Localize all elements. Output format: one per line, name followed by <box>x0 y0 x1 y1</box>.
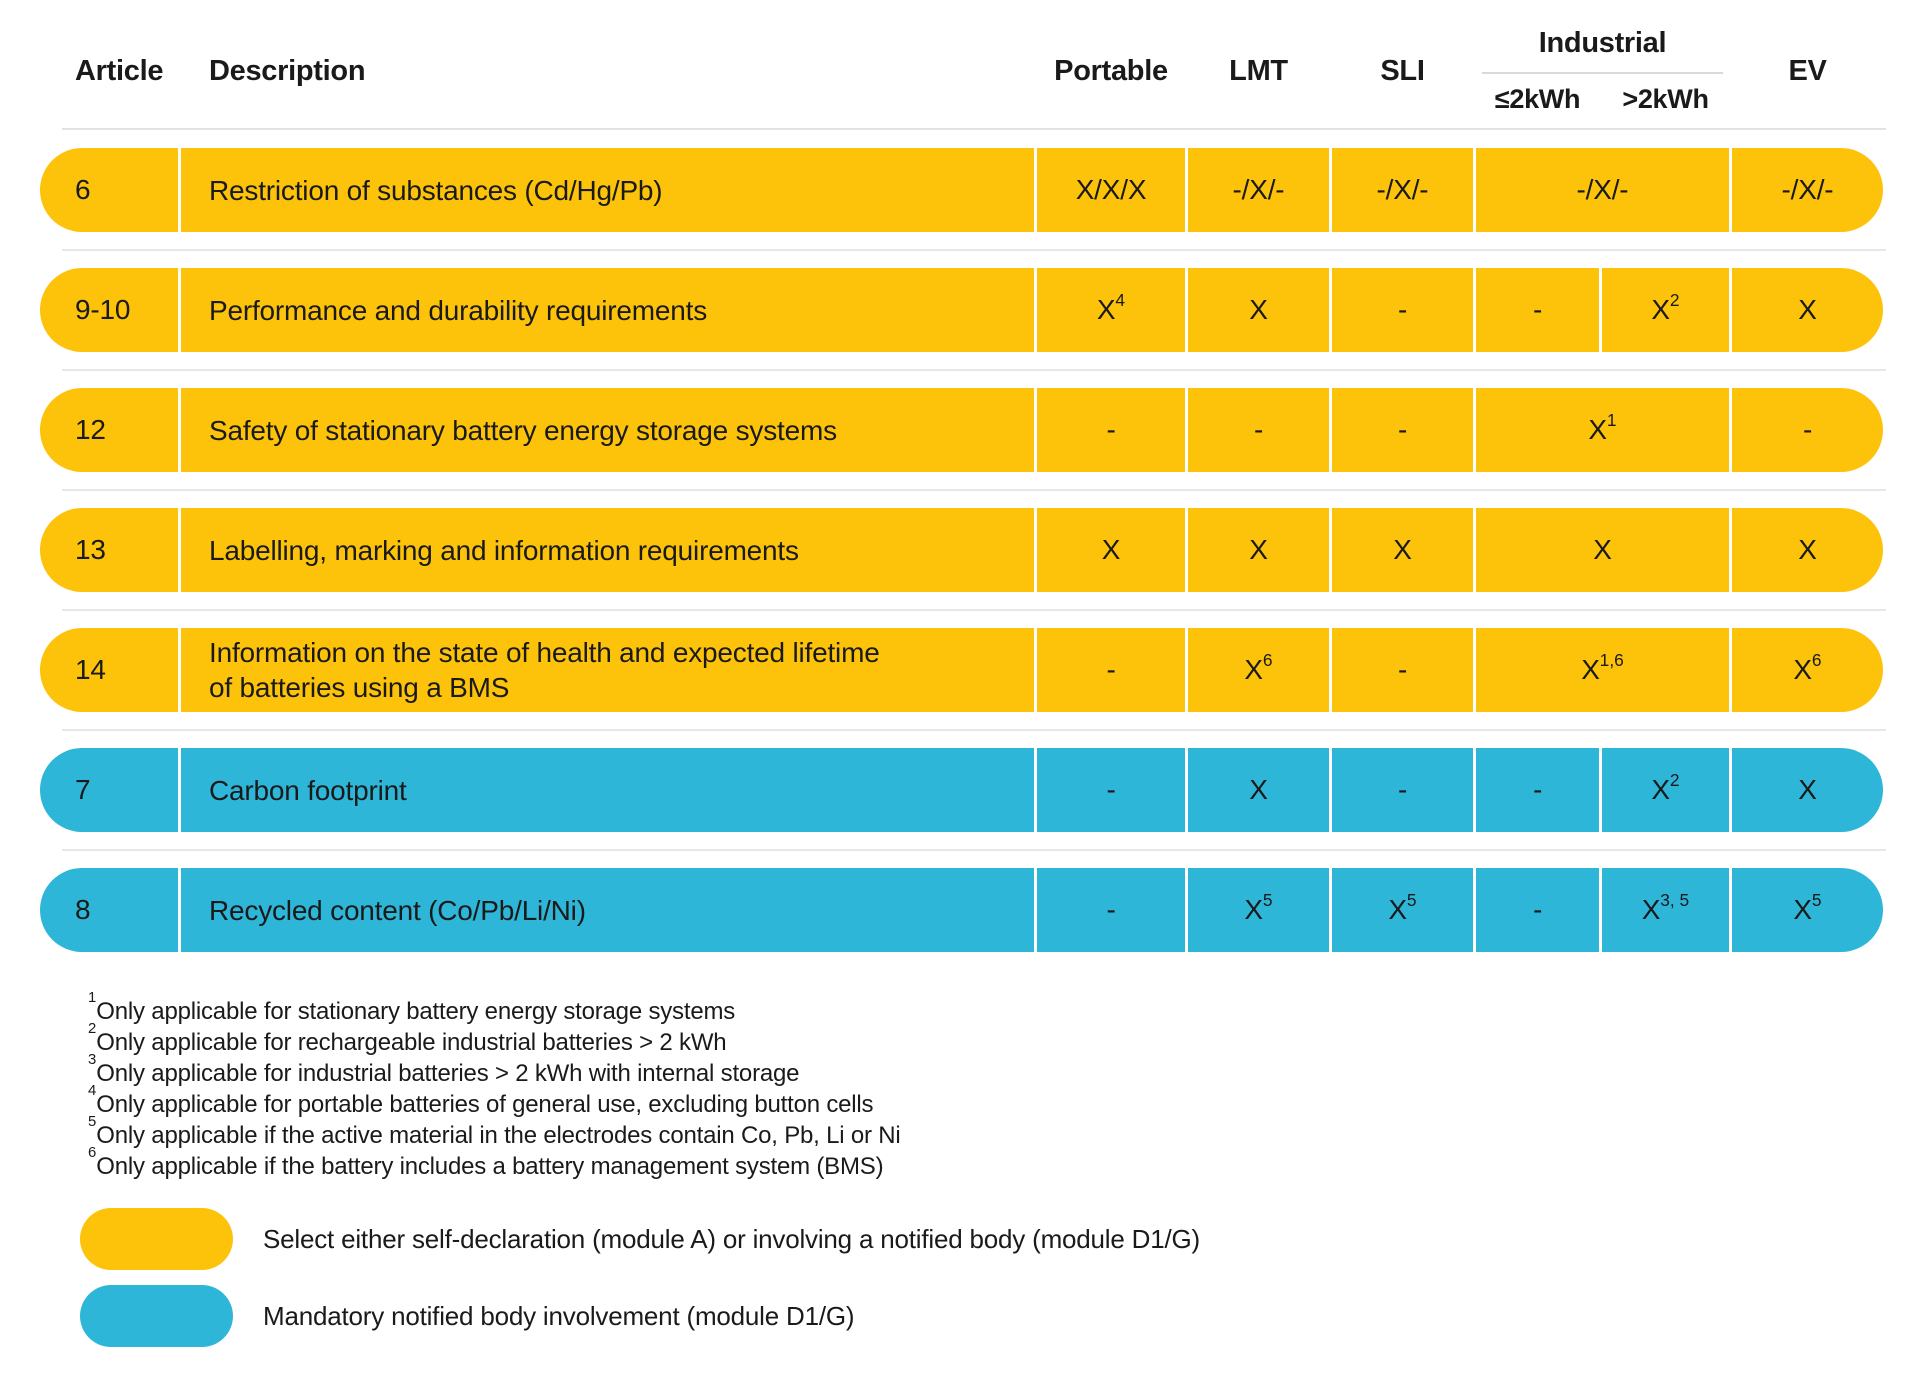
legend-swatch-blue <box>80 1285 233 1347</box>
cell-industrial-le2kwh: - <box>1476 268 1599 352</box>
col-header-article: Article <box>75 54 164 87</box>
cell-lmt: X $^5$ <box>1188 868 1329 952</box>
cell-ev: -/X/- <box>1732 148 1883 232</box>
col-header-ev: EV <box>1788 54 1827 87</box>
col-header-description: Description <box>209 54 366 87</box>
cell-description: Performance and durability requirements <box>181 268 1034 352</box>
cell-article: 13 <box>40 508 178 592</box>
legend-swatch-yellow <box>80 1208 233 1270</box>
legend-label: Select either self-declaration (module A) or involving a notified body (module D1/G) <box>263 1223 1201 1254</box>
cell-sli: -/X/- <box>1332 148 1473 232</box>
col-header-portable: Portable <box>1054 54 1168 87</box>
cell-industrial-le2kwh: - <box>1476 748 1599 832</box>
battery-regulation-conformity-table <box>40 0 1886 1362</box>
row-separator <box>62 369 1886 371</box>
cell-lmt: X <box>1188 268 1329 352</box>
col-header-industrial: Industrial <box>1538 27 1667 59</box>
cell-description: Carbon footprint <box>181 748 1034 832</box>
cell-lmt: -/X/- <box>1188 148 1329 232</box>
table-row-article-8 <box>40 868 1886 952</box>
cell-portable: - <box>1037 748 1185 832</box>
col-header-industrial-group <box>1476 27 1729 115</box>
cell-lmt: X <box>1188 748 1329 832</box>
cell-article: 6 <box>40 148 178 232</box>
cell-description: Information on the state of health and expected lifetime of batteries using a BMS <box>181 628 1034 712</box>
row-separator <box>62 249 1886 251</box>
cell-article: 8 <box>40 868 178 952</box>
cell-sli: - <box>1332 388 1473 472</box>
cell-description: Safety of stationary battery energy storage systems <box>181 388 1034 472</box>
cell-portable: - <box>1037 628 1185 712</box>
cell-ev: X <box>1732 268 1883 352</box>
footnote-3: $^3$Only applicable for industrial batteries > 2 kWh with internal storage <box>88 1051 800 1087</box>
table-row-article-12 <box>40 388 1886 472</box>
legend-item-blue <box>80 1285 1886 1347</box>
col-header-gt2kwh: >2kWh <box>1622 84 1709 114</box>
cell-sli: - <box>1332 628 1473 712</box>
industrial-subheaders <box>1476 84 1729 115</box>
footnote-6: $^6$Only applicable if the battery includes a battery management system (BMS) <box>88 1144 884 1180</box>
cell-lmt: X $^6$ <box>1188 628 1329 712</box>
row-separator <box>62 849 1886 851</box>
cell-sli: - <box>1332 748 1473 832</box>
footnote-1: $^1$Only applicable for stationary battery energy storage systems <box>88 989 736 1025</box>
cell-industrial: X $^1$ <box>1476 388 1729 472</box>
cell-sli: X $^5$ <box>1332 868 1473 952</box>
cell-article: 7 <box>40 748 178 832</box>
cell-ev: X <box>1732 508 1883 592</box>
cell-article: 9-10 <box>40 268 178 352</box>
table-row-article-9-10 <box>40 268 1886 352</box>
cell-lmt: - <box>1188 388 1329 472</box>
cell-portable: - <box>1037 868 1185 952</box>
legend <box>80 1208 1886 1347</box>
table-row-article-14 <box>40 628 1886 712</box>
table-row-article-7 <box>40 748 1886 832</box>
cell-industrial-gt2kwh: X $^2$ <box>1602 268 1729 352</box>
footnote-4: $^4$Only applicable for portable batteries of general use, excluding button cells <box>88 1082 874 1118</box>
industrial-underline <box>1482 72 1723 74</box>
cell-industrial-gt2kwh: X $^{3, 5}$ <box>1602 868 1729 952</box>
cell-article: 14 <box>40 628 178 712</box>
footnotes <box>88 989 1886 1182</box>
cell-description: Recycled content (Co/Pb/Li/Ni) <box>181 868 1034 952</box>
cell-industrial: X $^{1,6}$ <box>1476 628 1729 712</box>
cell-industrial-le2kwh: - <box>1476 868 1599 952</box>
cell-portable: X/X/X <box>1037 148 1185 232</box>
col-header-le2kwh: ≤2kWh <box>1494 84 1581 114</box>
cell-industrial-gt2kwh: X $^2$ <box>1602 748 1729 832</box>
cell-ev: - <box>1732 388 1883 472</box>
row-separator <box>62 609 1886 611</box>
cell-lmt: X <box>1188 508 1329 592</box>
cell-ev: X $^6$ <box>1732 628 1883 712</box>
cell-portable: X <box>1037 508 1185 592</box>
legend-label: Mandatory notified body involvement (module D1/G) <box>263 1300 855 1331</box>
table-header <box>40 0 1886 128</box>
col-header-sli: SLI <box>1380 54 1425 87</box>
footnote-5: $^5$Only applicable if the active material in the electrodes contain Co, Pb, Li or Ni <box>88 1113 901 1149</box>
row-separator <box>62 729 1886 731</box>
cell-portable: - <box>1037 388 1185 472</box>
footnote-2: $^2$Only applicable for rechargeable industrial batteries > 2 kWh <box>88 1020 727 1056</box>
cell-portable: X $^4$ <box>1037 268 1185 352</box>
cell-article: 12 <box>40 388 178 472</box>
cell-ev: X $^5$ <box>1732 868 1883 952</box>
cell-sli: - <box>1332 268 1473 352</box>
cell-description: Restriction of substances (Cd/Hg/Pb) <box>181 148 1034 232</box>
row-separator <box>62 489 1886 491</box>
table-body <box>40 148 1886 952</box>
legend-item-yellow <box>80 1208 1886 1270</box>
col-header-lmt: LMT <box>1229 54 1288 87</box>
header-rule <box>62 128 1886 130</box>
cell-industrial: -/X/- <box>1476 148 1729 232</box>
cell-description: Labelling, marking and information requirements <box>181 508 1034 592</box>
table-row-article-13 <box>40 508 1886 592</box>
cell-industrial: X <box>1476 508 1729 592</box>
cell-sli: X <box>1332 508 1473 592</box>
cell-ev: X <box>1732 748 1883 832</box>
table-row-article-6 <box>40 148 1886 232</box>
